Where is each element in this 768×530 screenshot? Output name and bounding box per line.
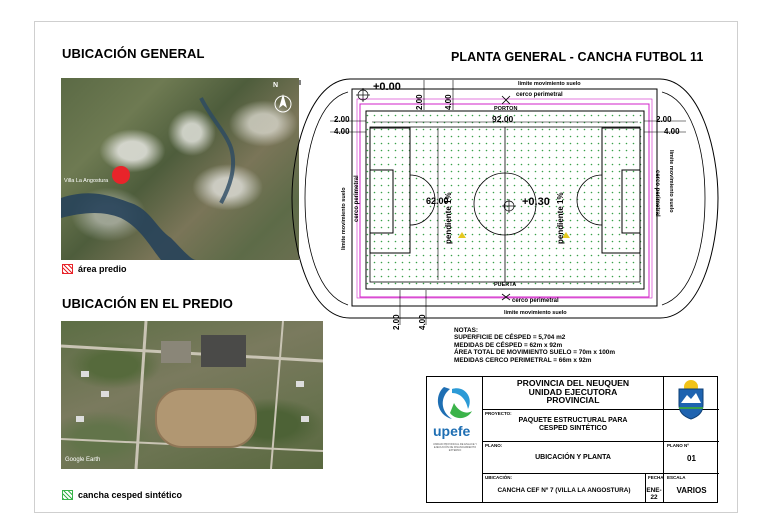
upefe-logo-icon <box>430 381 480 429</box>
heading-planta-general: PLANTA GENERAL - CANCHA FUTBOL 11 <box>451 50 704 64</box>
soil-limit-label-right: límite movimiento suelo <box>668 150 674 213</box>
plano-number-value: 01 <box>687 454 696 463</box>
fence-label-top: cerco perimetral <box>516 92 563 98</box>
tb-divider <box>483 473 719 474</box>
legend-cesped-label: cancha cesped sintético <box>78 490 183 500</box>
fence-label-bottom: cerco perimetral <box>512 298 559 304</box>
legend-area-predio-label: área predio <box>78 264 127 274</box>
dim-label-top-200: 2.00 <box>415 94 424 110</box>
escala-label: ESCALA <box>667 475 686 480</box>
ground-level-label: +0.00 <box>373 81 401 93</box>
porton-label: PORTON <box>494 106 518 112</box>
escala-value: VARIOS <box>676 486 707 495</box>
dim-label-right-400: 4.00 <box>664 127 680 136</box>
plano-value: UBICACIÓN Y PLANTA <box>535 454 611 461</box>
heading-ubicacion-predio: UBICACIÓN EN EL PREDIO <box>62 296 233 311</box>
level-crosshair-icon <box>356 88 370 102</box>
soil-limit-label-bottom: límite movimiento suelo <box>504 310 567 316</box>
slope-label-left: pendiente 1% <box>444 192 453 244</box>
ubicacion-value: CANCHA CEF Nº 7 (VILLA LA ANGOSTURA) <box>497 487 631 494</box>
proyecto-value: PAQUETE ESTRUCTURAL PARA CESPED SINTÉTICO <box>518 417 628 432</box>
north-letter: N <box>273 82 279 89</box>
dimension-width-label: 62.00 <box>426 196 449 206</box>
notes-line: NOTAS: <box>454 327 479 334</box>
proyecto-label: PROYECTO: <box>485 411 512 416</box>
notes-block <box>454 327 615 364</box>
dim-label-bottom-400: 4.00 <box>418 314 427 330</box>
tb-divider <box>663 377 664 502</box>
map-watermark: Google Earth <box>65 457 101 463</box>
soil-limit-label-left: límite movimiento suelo <box>341 187 347 250</box>
dim-label-right-200: 2.00 <box>656 115 672 124</box>
fence-label-right: cerco perimetral <box>654 170 660 217</box>
fecha-label: FECHA <box>648 475 664 480</box>
dimension-length-label: 92.00 <box>492 114 514 124</box>
plano-number-label: PLANO Nº <box>667 443 689 448</box>
slope-label-right: pendiente 1% <box>556 192 565 244</box>
gate-icon <box>502 96 510 104</box>
upefe-logo-small: UNIDAD PROVINCIAL DE ENLACE Y EJECUCIÓN DE FINANCIAMIENTO EXTERNO <box>432 443 478 452</box>
dim-label-top-400: 4.00 <box>444 94 453 110</box>
upefe-logo-text: upefe <box>433 423 471 439</box>
notes-line: ÁREA TOTAL DE MOVIMIENTO SUELO = 70m x 100m <box>454 349 616 357</box>
heading-ubicacion-general: UBICACIÓN GENERAL <box>62 46 205 61</box>
soil-limit-label-top: límite movimiento suelo <box>518 81 581 87</box>
notes-line: MEDIDAS CERCO PERIMETRAL = 66m x 92m <box>454 356 592 364</box>
plano-label: PLANO: <box>485 443 503 448</box>
title-block <box>426 376 718 503</box>
ubicacion-label: UBICACIÓN: <box>485 475 512 480</box>
notes-line: MEDIDAS DE CÉSPED = 62m x 92m <box>454 341 563 349</box>
notes-line: SUPERFICIE DE CÉSPED = 5,704 m2 <box>454 334 566 342</box>
neuquen-shield-icon <box>671 377 711 421</box>
org-name: PROVINCIA DEL NEUQUEN UNIDAD EJECUTORA PROVINCIAL <box>516 378 630 406</box>
fecha-value: ENE-22 <box>646 487 662 501</box>
dim-label-left-200: 2.00 <box>334 115 350 124</box>
fence-label-left: cerco perimetral <box>354 175 360 222</box>
dim-label-bottom-200: 2.00 <box>392 314 401 330</box>
map-place-label: Villa La Angostura <box>64 178 109 184</box>
dim-label-left-400: 4.00 <box>334 127 350 136</box>
puerta-label: PUERTA <box>494 282 517 288</box>
field-level-label: +0.30 <box>522 196 550 208</box>
tb-divider <box>483 441 719 442</box>
